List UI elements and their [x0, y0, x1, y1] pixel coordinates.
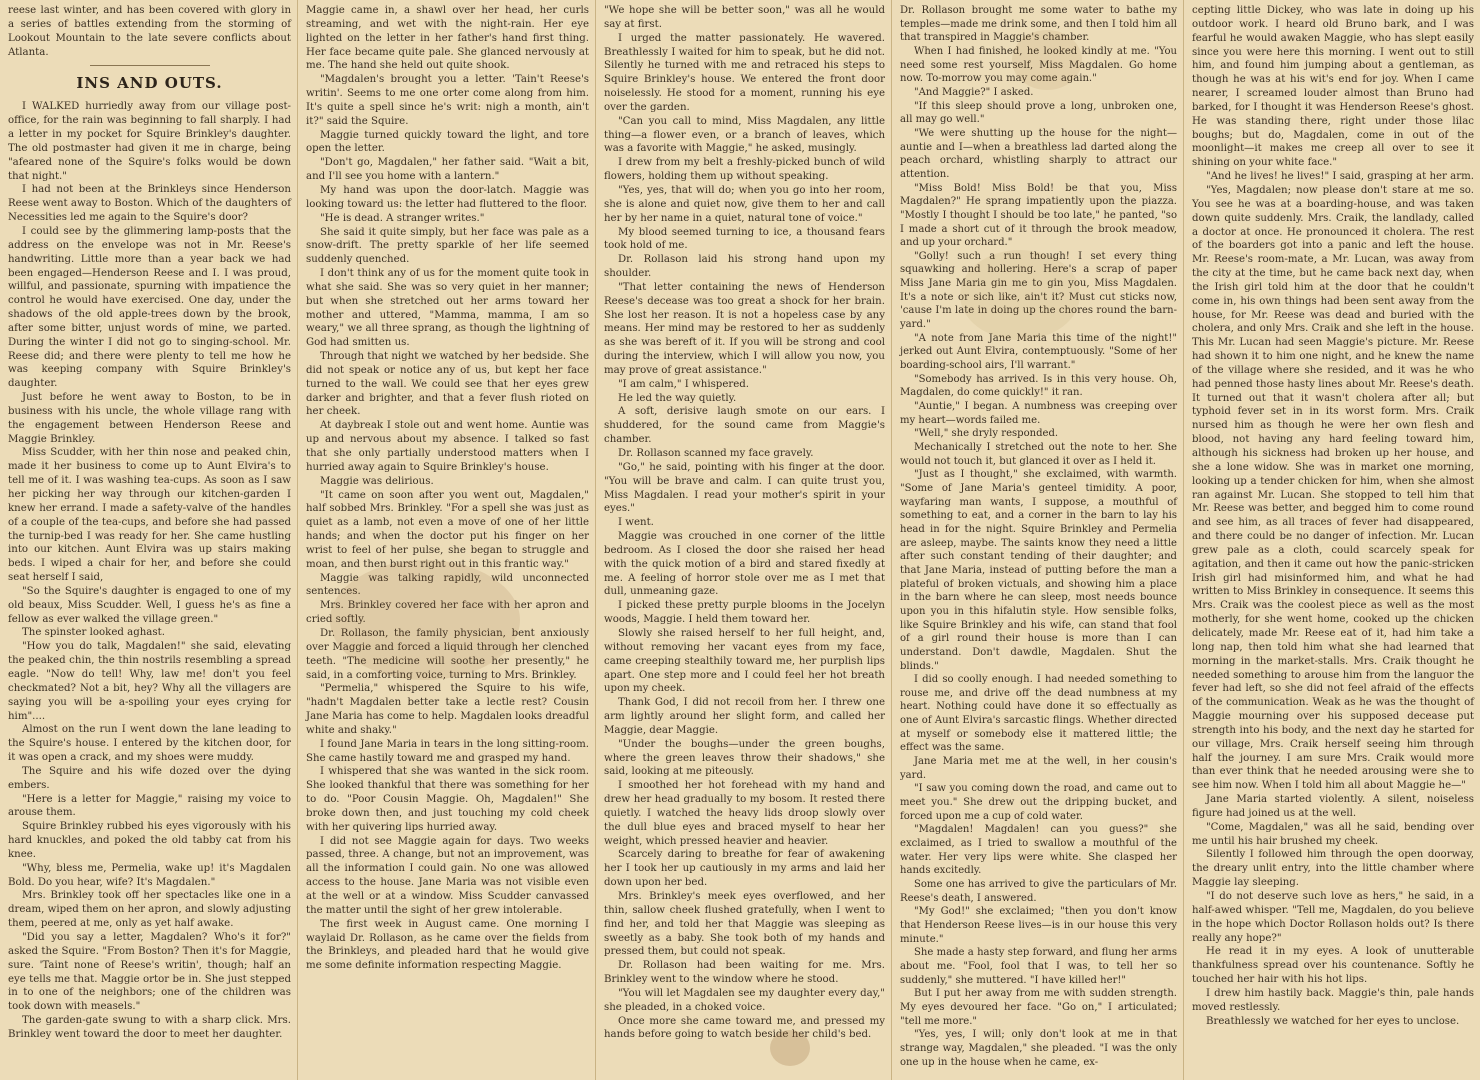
- paragraph: "Yes, yes, that will do; when you go into her room, she is alone and quiet now, give them to her and call her by her name in a quiet, natural tone of voice.": [604, 184, 885, 224]
- paragraph: "I saw you coming down the road, and came out to meet you." She drew out the dripping bucket, and forced upon me a cup of cold water.: [900, 783, 1177, 822]
- paragraph: The garden-gate swung to with a sharp click. Mrs. Brinkley went toward the door to meet her daughter.: [8, 1015, 291, 1040]
- paragraph: "If this sleep should prove a long, unbroken one, all may go well.": [900, 100, 1177, 126]
- paragraph: "How you do talk, Magdalen!" she said, elevating the peaked chin, the thin nostrils resembling a spread eagle. "Now do tell! Why, law me! don't you feel checkmated? Not a bit, hey? Why all the villagers are saying you will be a-spoiling your eyes crying for him"....: [8, 641, 291, 722]
- paragraph: "You will let Magdalen see my daughter every day," she pleaded, in a choked voice.: [604, 987, 885, 1013]
- paragraph: "Magdalen's brought you a letter. 'Tain't Reese's writin'. Seems to me one orter come along from him. It's quite a spell since he's writ: nigh a month, ain't it?" said the Squire.: [306, 74, 589, 127]
- paragraph: "We hope she will be better soon," was all he would say at first.: [604, 5, 885, 30]
- paragraph: Just before he went away to Boston, to be in business with his uncle, the whole village rang with the engagement between Henderson Reese and Maggie Brinkley.: [8, 392, 291, 445]
- paragraph: He read it in my eyes. A look of unutterable thankfulness spread over his countenance. Softly he touched her hair with his hot lips.: [1192, 946, 1474, 986]
- paragraph: "Magdalen! Magdalen! can you guess?" she exclaimed, as I tried to swallow a mouthful of the water. Her very lips were white. She clasped her hands excitedly.: [900, 824, 1177, 877]
- paragraph: Jane Maria started violently. A silent, noiseless figure had joined us at the well.: [1192, 794, 1474, 819]
- paragraph: I went.: [618, 517, 654, 529]
- paragraph: I smoothed her hot forehead with my hand and drew her head gradually to my bosom. It rested there quietly. I watched the heavy lids droop slowly over the dull blue eyes and braced myself to hear her weight, which pressed heavier and heavier.: [604, 780, 885, 847]
- paragraph: A soft, derisive laugh smote on our ears. I shuddered, for the sound came from Maggie's chamber.: [604, 406, 885, 446]
- paragraph: "Yes, Magdalen; now please don't stare at me so. You see he was at a boarding-house, and was taken down quite suddenly. Mrs. Craik, the landlady, called a doctor at once. He pronounced it cholera. The rest of the boarders got into a panic and left the house. Mr. Reese's room-mate, a Mr. Lucan, was away from the city at the time, but he came back next day, when the Irish girl told him at the door that he couldn't come in, his own things had been sent away from the house, for Mr. Reese was dead and buried with the cholera, and only Mrs. Craik and she left in the house. This Mr. Lucan had seen Maggie's picture. Mr. Reese had shown it to him one night, and he knew the name of the village where she resided, and it was he who had penned those hasty lines about Mr. Reese's death. It turned out that it wasn't cholera after all; but typhoid fever set in in its worst form. Mrs. Craik nursed him as though he were her own flesh and blood, not having any hard feeling toward him, although his sickness had broken up her house, and she a lone widow. She was in market one morning, looking up a tender chicken for him, when she almost ran against Mr. Lucan. She stopped to tell him that Mr. Reese was better, and begged him to come round and see him, as all traces of fever had disappeared, and there could be no danger of infection. Mr. Lucan grew pale as a cloth, could scarcely speak for agitation, and then it came out how the panic-stricken Irish girl had misinformed him, and what he had written to Miss Brinkley in consequence. It seems this Mrs. Craik was the coolest piece as well as the most motherly, for she went home, cooked up the chicken delicately, made Mr. Reese eat of it, had him take a long nap, then told him what she had learned that morning in the market-stalls. Mrs. Craik thought he needed something to arouse him from the languor the fever had left, so she did not feel afraid of the effects of the communication. Weak as he was the thought of Maggie mourning over his supposed decease put strength into his body, and the next day he started for our village, Mrs. Craik herself seeing him through half the journey. I am sure Mrs. Craik would more than ever think that he needed arousing were she to see him now. When I told him all about Maggie he—": [1192, 184, 1474, 792]
- paragraph: I found Jane Maria in tears in the long sitting-room. She came hastily toward me and grasped my hand.: [306, 738, 589, 764]
- paragraph: Maggie was crouched in one corner of the little bedroom. As I closed the door she raised her head with the quick motion of a bird and stared fixedly at me. A feeling of horror stole over me as I met that dull, unmeaning gaze.: [604, 531, 885, 598]
- paragraph: "Come, Magdalen," was all he said, bending over me until his hair brushed my cheek.: [1192, 821, 1474, 847]
- paragraph: When I had finished, he looked kindly at me. "You need some rest yourself, Miss Magdalen. Go home now. To-morrow you may come again.": [900, 45, 1177, 85]
- paragraph: Dr. Rollason scanned my face gravely.: [618, 448, 814, 459]
- paragraph: Squire Brinkley rubbed his eyes vigorously with his hard knuckles, and poked the old tabby cat from his knee.: [8, 821, 291, 860]
- article-title: INS AND OUTS.: [76, 74, 223, 93]
- paragraph: "Can you call to mind, Miss Magdalen, any little thing—a flower even, or a branch of leaves, which was a favorite with Maggie," he asked, musingly.: [604, 115, 885, 155]
- paragraph: Dr. Rollason had been waiting for me. Mrs. Brinkley went to the window where he stood.: [604, 960, 885, 986]
- title-rule: [90, 65, 210, 66]
- paragraph: She said it quite simply, but her face was pale as a snow-drift. The pretty sparkle of her life seemed suddenly quenched.: [306, 226, 589, 266]
- paragraph: The Squire and his wife dozed over the dying embers.: [8, 765, 291, 791]
- paragraph: "It came on soon after you went out, Magdalen," half sobbed Mrs. Brinkley. "For a spell she was just as quiet as a lamb, not even a move of one of her little hands; and when the doctor put his finger on her wrist to feel of her pulse, she began to struggle and moan, and then burst right out in this frantic way.": [306, 489, 589, 570]
- paragraph: "Golly! such a run though! I set every thing squawking and hollering. Here's a scrap of paper Miss Jane Maria gin me to gin you, Miss Magdalen. It's a note or sich like, ain't it? Must cut sticks now, 'cause I'm late in doing up the chores round the barn-yard.": [900, 250, 1177, 331]
- paragraph: "I am calm," I whispered.: [618, 378, 750, 390]
- column-4: [892, 0, 1184, 1080]
- paragraph: Maggie was talking rapidly, wild unconnected sentences.: [306, 572, 589, 598]
- paragraph: I picked these pretty purple blooms in the Jocelyn woods, Maggie. I held them toward her.: [604, 600, 885, 626]
- paragraph: "And he lives! he lives!" I said, grasping at her arm.: [1206, 171, 1474, 183]
- paragraph: Dr. Rollason, the family physician, bent anxiously over Maggie and forced a liquid through her clenched teeth. "The medicine will soothe her presently," he said, in a comforting voice, turning to Mrs. Brinkley.: [306, 627, 589, 681]
- paragraph: My blood seemed turning to ice, a thousand fears took hold of me.: [604, 226, 885, 252]
- paragraph: Almost on the run I went down the lane leading to the Squire's house. I entered by the kitchen door, for it was open a crack, and my shoes were muddy.: [8, 724, 291, 764]
- column-2: [298, 0, 596, 1080]
- paragraph: Mechanically I stretched out the note to her. She would not touch it, but glanced it over as I held it.: [900, 442, 1177, 467]
- paragraph: "He is dead. A stranger writes.": [320, 212, 485, 224]
- paragraph: I drew him hastily back. Maggie's thin, pale hands moved restlessly.: [1192, 987, 1474, 1013]
- paragraph: "Auntie," I began. A numbness was creeping over my heart—words failed me.: [900, 401, 1177, 426]
- paragraph: Thank God, I did not recoil from her. I threw one arm lightly around her slight form, and called her Maggie, dear Maggie.: [604, 697, 885, 736]
- paragraph: "Well," she dryly responded.: [914, 428, 1059, 440]
- paragraph: Mrs. Brinkley took off her spectacles like one in a dream, wiped them on her apron, and slowly adjusting them, peered at me, only as yet half awake.: [8, 890, 291, 930]
- paragraph: reese last winter, and has been covered with glory in a series of battles extending from the storming of Lookout Mountain to the late severe conflicts about Atlanta.: [8, 5, 291, 58]
- paragraph: Through that night we watched by her bedside. She did not speak or notice any of us, but kept her face turned to the wall. We could see that her eyes grew darker and brighter, and that a fever flush rioted on her cheek.: [306, 351, 589, 418]
- paragraph: I could see by the glimmering lamp-posts that the address on the envelope was not in Mr. Reese's handwriting. Little more than a year back we had been engaged—Henderson Reese and I. I was proud, willful, and passionate, spurning with impatience the control he would have exercised. One day, under the shadows of the old apple-trees down by the brook, after some bitter, unjust words of mine, we parted. During the winter I did not go to singing-school. Mr. Reese did; and there were plenty to tell me how he was keeping company with Squire Brinkley's daughter.: [8, 225, 291, 390]
- paragraph: "Don't go, Magdalen," her father said. "Wait a bit, and I'll see you home with a lantern.": [306, 157, 589, 183]
- paragraph: I urged the matter passionately. He wavered. Breathlessly I waited for him to speak, but he did not. Silently he turned with me and retraced his steps to Squire Brinkley's house. We entered the front door noiselessly. He stood for a moment, running his eye over the garden.: [604, 32, 885, 113]
- paragraph: I did not see Maggie again for days. Two weeks passed, three. A change, but not an improvement, was all the information I could gain. No one was allowed access to the house. Jane Maria was not visible even at the well or at a window. Miss Scudder canvassed the matter until the sight of her grew intolerable.: [306, 835, 589, 916]
- paragraph: I don't think any of us for the moment quite took in what she said. She was so very quiet in her manner; but when she stretched out her arms toward her mother and uttered, "Mamma, mamma, I am so weary," we all three sprang, as though the lightning of God had smitten us.: [306, 268, 589, 349]
- paragraph: "I do not deserve such love as hers," he said, in a half-awed whisper. "Tell me, Magdalen, do you believe in the hope which Doctor Rollason holds out? Is there really any hope?": [1192, 891, 1474, 944]
- paragraph: I did so coolly enough. I had needed something to rouse me, and drive off the dead numbness at my heart. Nothing could have done it so effectually as one of Aunt Elvira's sarcastic flings. Whether directed at myself or somebody else it mattered little; the effect was the same.: [900, 674, 1177, 754]
- paragraph: "Just as I thought," she exclaimed, with warmth. "Some of Jane Maria's genteel timidity. A poor, wayfaring man wants, I suppose, a mouthful of something to eat, and a corner in the barn to lay his head in for the night. Squire Brinkley and Permelia are asleep, maybe. The saints know they need a little after such constant tending of their daughter; and that Jane Maria, instead of putting before the man a plateful of broken victuals, and showing him a place in the barn where he can sleep, most needs bounce upon you in this hifalutin style. How sensible folks, like Squire Brinkley and his wife, can stand that fool of a girl round their house is more than I can understand. Don't dawdle, Magdalen. Shut the blinds.": [900, 469, 1177, 672]
- paragraph: "Under the boughs—under the green boughs, where the green leaves throw their shadows," she said, looking at me piteously.: [604, 738, 885, 778]
- paragraph: I had not been at the Brinkleys since Henderson Reese went away to Boston. Which of the daughters of Necessities led me again to the Squire's door?: [8, 184, 291, 224]
- paragraph: "Here is a letter for Maggie," raising my voice to arouse them.: [8, 793, 291, 819]
- paragraph: The first week in August came. One morning I waylaid Dr. Rollason, as he came over the fields from the Brinkleys, and pleaded hard that he would give me some definite information respecting Maggie.: [306, 918, 589, 972]
- column-5: [1184, 0, 1480, 1080]
- paragraph: Mrs. Brinkley's meek eyes overflowed, and her thin, sallow cheek flushed gratefully, when I went to find her, and told her that Maggie was sleeping as sweetly as a baby. She took both of my hands and pressed them, but could not speak.: [604, 891, 885, 958]
- paragraph: At daybreak I stole out and went home. Auntie was up and nervous about my absence. I talked so fast that she only partially understood matters when I hurried away again to Squire Brinkley's house.: [306, 420, 589, 473]
- paragraph: Mrs. Brinkley covered her face with her apron and cried softly.: [306, 600, 589, 626]
- paragraph: Some one has arrived to give the particulars of Mr. Reese's death, I answered.: [900, 879, 1177, 904]
- paragraph: "Somebody has arrived. Is in this very house. Oh, Magdalen, do come quickly!" it ran.: [900, 373, 1177, 399]
- paragraph: "Permelia," whispered the Squire to his wife, "hadn't Magdalen better take a lectle rest? Cousin Jane Maria has come to help. Magdalen looks dreadful white and shaky.": [306, 683, 589, 736]
- paragraph: Scarcely daring to breathe for fear of awakening her I took her up cautiously in my arms and laid her down upon her bed.: [604, 849, 885, 889]
- paragraph: My hand was upon the door-latch. Maggie was looking toward us: the letter had fluttered to the floor.: [306, 184, 589, 210]
- paragraph: I drew from my belt a freshly-picked bunch of wild flowers, holding them up without speaking.: [604, 157, 885, 183]
- paragraph: Maggie turned quickly toward the light, and tore open the letter.: [306, 129, 589, 155]
- paragraph: Maggie was delirious.: [320, 475, 434, 487]
- paragraph: Slowly she raised herself to her full height, and, without removing her vacant eyes from my face, came creeping stealthily toward me, her purplish lips apart. One step more and I could feel her hot breath upon my cheek.: [604, 627, 885, 695]
- paragraph: I WALKED hurriedly away from our village post-office, for the rain was beginning to fall sharply. I had a letter in my pocket for Squire Brinkley's daughter. The old postmaster had given it me in charge, being "afeared none of the Squire's folks would be down that night.": [8, 101, 291, 182]
- paragraph: "We were shutting up the house for the night—auntie and I—when a breathless lad darted along the peach orchard, whistling sharply to attract our attention.: [900, 127, 1177, 180]
- paragraph: "Go," he said, pointing with his finger at the door. "You will be brave and calm. I can quite trust you, Miss Magdalen. I read your mother's spirit in your eyes.": [604, 461, 885, 515]
- paragraph: Jane Maria met me at the well, in her cousin's yard.: [900, 756, 1177, 781]
- paragraph: "Miss Bold! Miss Bold! be that you, Miss Magdalen?" He sprang impatiently upon the piazza. "Mostly I thought I should be too late," he panted, "so I made a short cut of it through the brook meadow, and up your orchard.": [900, 182, 1177, 249]
- paragraph: "That letter containing the news of Henderson Reese's decease was too great a shock for her brain. She lost her reason. It is not a hopeless case by any means. Her mind may be restored to her as suddenly as she was bereft of it. If you will be strong and cool during the interview, which I will allow you now, you may prove of great assistance.": [604, 281, 885, 376]
- paragraph: cepting little Dickey, who was late in doing up his outdoor work. I heard old Bruno bark, and I was fearful he would awaken Maggie, who has slept easily since you were here this morning. I went out to still him, and found him jumping about a gentleman, as though he was at his wit's end for joy. When I came nearer, I screamed louder almost than Bruno had barked, for I thought it was Henderson Reese's ghost. He was standing there, right under those lilac boughs; but do, Magdalen, come in out of the moonlight—it makes me creep all over to see it shining on your white face.": [1192, 5, 1474, 169]
- paragraph: But I put her away from me with sudden strength. My eyes devoured her face. "Go on," I articulated; "tell me more.": [900, 988, 1177, 1027]
- paragraph: "A note from Jane Maria this time of the night!" jerked out Aunt Elvira, contemptuously. "Some of her boarding-school airs, I'll warrant.": [900, 332, 1177, 372]
- paragraph: "And Maggie?" I asked.: [914, 86, 1034, 98]
- paragraph: "Did you say a letter, Magdalen? Who's it for?" asked the Squire. "From Boston? Then it's for Maggie, sure. 'Taint none of Reese's writin', though; half an eye tells me that. Maggie ortor be in. She just stepped in to one of the neighbors; one of the children was took down with measels.": [8, 932, 291, 1013]
- paragraph: The spinster looked aghast.: [22, 627, 165, 639]
- column-3: [596, 0, 892, 1080]
- paragraph: "Yes, yes, I will; only don't look at me in that strange way, Magdalen," she pleaded. "I was the only one up in the house when he came, ex-: [900, 1029, 1177, 1068]
- paragraph: "My God!" she exclaimed; "then you don't know that Henderson Reese lives—is in our house this very minute.": [900, 906, 1177, 945]
- column-1: [0, 0, 298, 1080]
- paragraph: Maggie came in, a shawl over her head, her curls streaming, and wet with the night-rain. Her eye lighted on the letter in her father's hand first thing. Her face became quite pale. She glanced nervously at me. The hand she held out quite shook.: [306, 5, 589, 72]
- paragraph: Silently I followed him through the open doorway, the dreary unlit entry, into the little chamber where Maggie lay sleeping.: [1192, 849, 1474, 889]
- paragraph: I whispered that she was wanted in the sick room. She looked thankful that there was something for her to do. "Poor Cousin Maggie. Oh, Magdalen!" She broke down then, and just touching my cold cheek with her quivering lips hurried away.: [306, 766, 589, 833]
- paragraph: Once more she came toward me, and pressed my hands before going to watch beside her child's bed.: [604, 1015, 885, 1041]
- paragraph: "So the Squire's daughter is engaged to one of my old beaux, Miss Scudder. Well, I guess he's as fine a fellow as ever walked the village green.": [8, 585, 291, 625]
- paragraph: "Why, bless me, Permelia, wake up! it's Magdalen Bold. Do you hear, wife? It's Magdalen.": [8, 862, 291, 888]
- paragraph: Dr. Rollason brought me some water to bathe my temples—made me drink some, and then I told him all that transpired in Maggie's chamber.: [900, 5, 1177, 44]
- paragraph: Breathlessly we watched for her eyes to unclose.: [1206, 1015, 1460, 1027]
- paragraph: Dr. Rollason laid his strong hand upon my shoulder.: [604, 254, 885, 280]
- paragraph: She made a hasty step forward, and flung her arms about me. "Fool, fool that I was, to tell her so suddenly," she muttered. "I have killed her!": [900, 947, 1177, 986]
- paragraph: Miss Scudder, with her thin nose and peaked chin, made it her business to come up to Aunt Elvira's to tell me of it. I was washing tea-cups. As soon as I saw her picking her way through our kitchen-garden I knew her errand. I made a safety-valve of the handles of a couple of the tea-cups, and before she had passed the turnip-bed I was ready for her. She came hustling into our kitchen. Aunt Elvira was up stairs making beds. I wiped a chair for her, and before she could seat herself I said,: [8, 447, 291, 584]
- paragraph: He led the way quietly.: [618, 392, 737, 404]
